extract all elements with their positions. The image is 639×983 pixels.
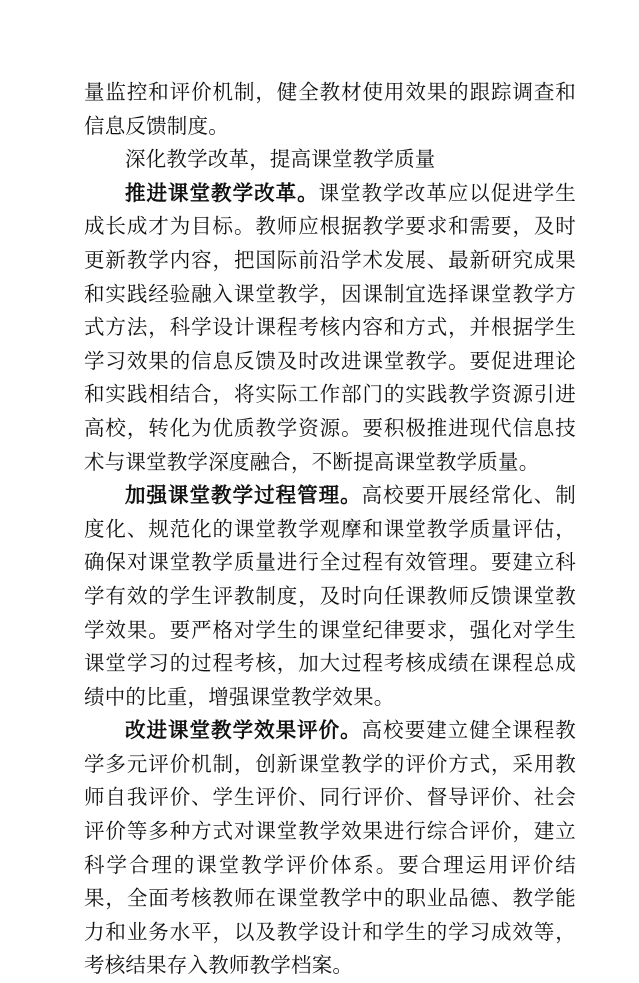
paragraph-effect-evaluation <box>84 714 576 983</box>
paragraph-lead: 加强课堂教学过程管理。 <box>125 483 362 508</box>
paragraph-lead: 推进课堂教学改革。 <box>125 180 319 205</box>
section-heading-text: 深化教学改革，提高课堂教学质量 <box>125 147 436 172</box>
document-body <box>84 76 576 983</box>
continuation-text: 量监控和评价机制，健全教材使用效果的跟踪调查和信息反馈制度。 <box>84 80 576 138</box>
paragraph-text: 高校要建立健全课程教学多元评价机制，创新课堂教学的评价方式，采用教师自我评价、学生评价、同行评价、督导评价、社会评价等多种方式对课堂教学效果进行综合评价，建立科学合理的课堂教学评价体系。要合理运用评价结果，全面考核教师在课堂教学中的职业品德、教学能力和业务水平，以及教学设计和学生的学习成效等，考核结果存入教师教学档案。 <box>84 718 577 978</box>
paragraph-text: 高校要开展经常化、制度化、规范化的课堂教学观摩和课堂教学质量评估，确保对课堂教学质量进行全过程有效管理。要建立科学有效的学生评教制度，及时向任课教师反馈课堂教学效果。要严格对学生的课堂纪律要求，强化对学生课堂学习的过程考核，加大过程考核成绩在课程总成绩中的比重，增强课堂教学效果。 <box>84 483 577 709</box>
section-heading <box>84 143 576 177</box>
paragraph-process-management <box>84 479 576 714</box>
paragraph-lead: 改进课堂教学效果评价。 <box>125 718 362 743</box>
paragraph-classroom-reform <box>84 177 576 479</box>
continuation-paragraph <box>84 76 576 143</box>
paragraph-text: 课堂教学改革应以促进学生成长成才为目标。教师应根据教学要求和需要，及时更新教学内容，把国际前沿学术发展、最新研究成果和实践经验融入课堂教学，因课制宜选择课堂教学方式方法，科学设计课程考核内容和方式，并根据学生学习效果的信息反馈及时改进课堂教学。要促进理论和实践相结合，将实际工作部门的实践教学资源引进高校，转化为优质教学资源。要积极推进现代信息技术与课堂教学深度融合，不断提高课堂教学质量。 <box>84 180 576 474</box>
